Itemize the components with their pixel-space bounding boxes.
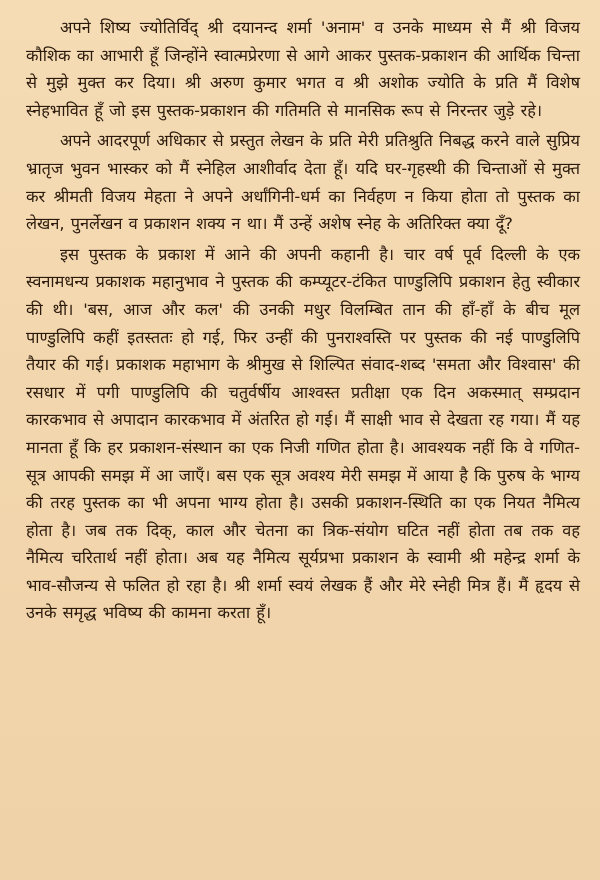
paragraph-acknowledgement: अपने शिष्य ज्योतिर्विद् श्री दयानन्द शर्मा 'अनाम' व उनके माध्यम से मैं श्री विजय कौशिक का आभारी हूँ जिन्होंने स्वात्मप्रेरणा से आगे आकर पुस्तक-प्रकाशन की आर्थिक चिन्ता से मुझे मुक्त कर दिया। श्री अरुण कुमार भगत व श्री अशोक ज्योति के प्रति मैं विशेष स्नेहभावित हूँ जो इस पुस्तक-प्रकाशन की गतिमति से मानसिक रूप से निरन्तर जुड़े रहे। bbox=[26, 18, 580, 120]
paragraph-family-thanks: अपने आदरपूर्ण अधिकार से प्रस्तुत लेखन के प्रति मेरी प्रतिश्रुति निबद्ध करने वाले सुप्रिय भ्रातृज भुवन भास्कर को मैं स्नेहिल आशीर्वाद देता हूँ। यदि घर-गृहस्थी की चिन्ताओं से मुक्त कर श्रीमती विजय मेहता ने अपने अर्धांगिनी-धर्म का निर्वहण न किया होता तो पुस्तक का लेखन, पुनर्लेखन व प्रकाशन शक्य न था। मैं उन्हें अशेष स्नेह के अतिरिक्त क्या दूँ? bbox=[26, 131, 580, 234]
paragraph-publication-story: इस पुस्तक के प्रकाश में आने की अपनी कहानी है। चार वर्ष पूर्व दिल्ली के एक स्वनामधन्य प्रकाशक महानुभाव ने पुस्तक की कम्प्यूटर-टंकित पाण्डुलिपि प्रकाशन हेतु स्वीकार की थी। 'बस, आज और कल' की उनकी मधुर विलम्बित तान की हाँ-हाँ के बीच मूल पाण्डुलिपि कहीं इतस्ततः हो गई, फिर उन्हीं की पुनराश्वस्ति पर पुस्तक की नई पाण्डुलिपि तैयार की गई। प्रकाशक महाभाग के श्रीमुख से शिल्पित संवाद-शब्द 'समता और विश्वास' की रसधार में पगी पाण्डुलिपि की चतुर्वर्षीय आश्वस्त प्रतीक्षा एक दिन अकस्मात् सम्प्रदान कारकभाव से अपादान कारकभाव में अंतरित हो गई। मैं साक्षी भाव से देखता रह गया। मैं यह मानता हूँ कि हर प्रकाशन-संस्थान का एक निजी गणित होता है। आवश्यक नहीं कि वे गणित-सूत्र आपकी समझ में आ जाएँ। बस एक सूत्र अवश्य मेरी समझ में आया है कि पुरुष के भाग्य की तरह पुस्तक का भी अपना भाग्य होता है। उसकी प्रकाशन-स्थिति का एक नियत नैमित्य होता है। जब तक दिक्, काल और चेतना का त्रिक-संयोग घटित नहीं होता तब तक वह नैमित्य चरितार्थ नहीं होता। अब यह नैमित्य सूर्यप्रभा प्रकाशन के स्वामी श्री महेन्द्र शर्मा के भाव-सौजन्य से फलित हो रहा है। श्री शर्मा स्वयं लेखक हैं और मेरे स्नेही मित्र हैं। मैं हृदय से उनके समृद्ध भविष्य की कामना करता हूँ। bbox=[26, 244, 580, 623]
